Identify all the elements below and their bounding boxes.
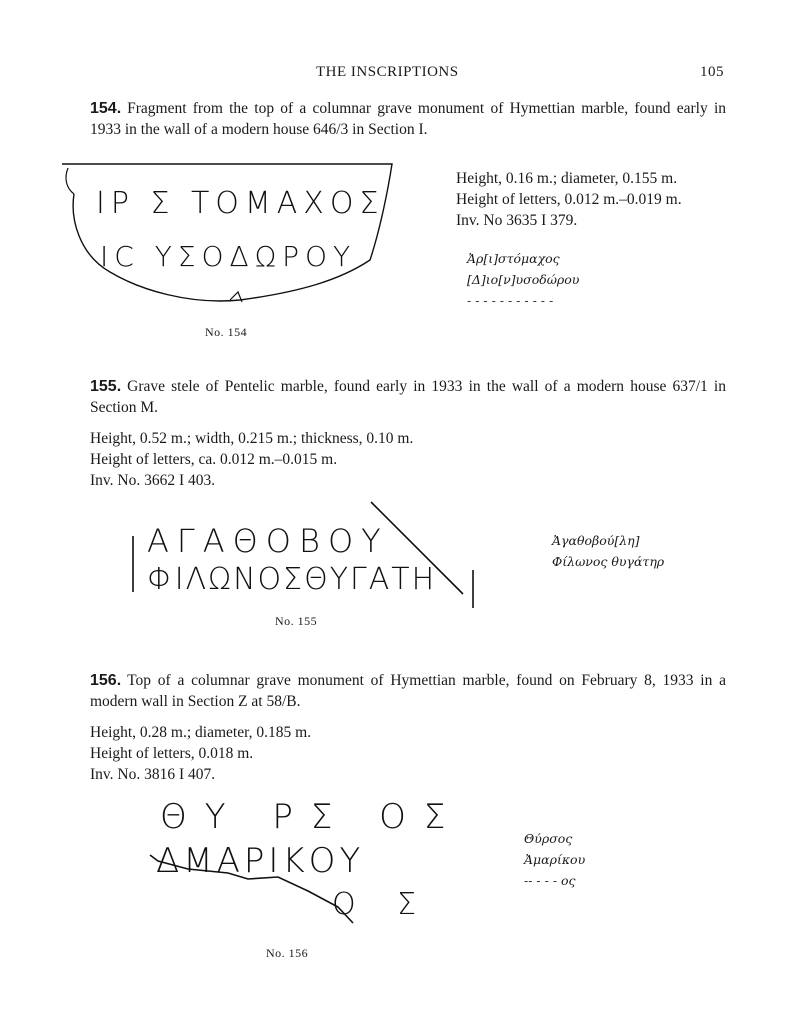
inscription-drawing-155 bbox=[125, 500, 485, 610]
inscription-line-1: ΑΓΑΘΟΒΟΥ bbox=[147, 522, 389, 560]
entry-number: 156. bbox=[90, 672, 122, 689]
entry-description-text: Grave stele of Pentelic marble, found early in 1933 in the wall of a modern house 637/1 in Section M. bbox=[90, 378, 726, 416]
measurement-line: Height of letters, ca. 0.012 m.–0.015 m. bbox=[90, 451, 338, 468]
figure-caption-156: No. 156 bbox=[266, 946, 309, 960]
inscription-line-3: Ο Σ bbox=[332, 887, 433, 922]
measurements-155 bbox=[90, 428, 413, 491]
transcription-line: [Δ]ιο[ν]υσοδώρου bbox=[467, 272, 580, 287]
entry-154-description bbox=[90, 98, 726, 140]
measurement-line: Height, 0.28 m.; diameter, 0.185 m. bbox=[90, 724, 312, 741]
transcription-line: -- - - - ος bbox=[524, 873, 576, 888]
inscription-line-1: ΙΡ Σ ΤΟΜΑΧΟΣ bbox=[96, 186, 385, 221]
measurement-line: Height of letters, 0.012 m.–0.019 m. bbox=[456, 191, 682, 208]
entry-155-description bbox=[90, 376, 726, 418]
inscription-drawing-156 bbox=[148, 795, 464, 935]
transcription-line: Ἀγαθοβού[λη] bbox=[552, 533, 640, 548]
measurement-line: Inv. No. 3816 I 407. bbox=[90, 766, 216, 783]
measurements-156 bbox=[90, 722, 311, 785]
entry-description-text: Fragment from the top of a columnar grave monument of Hymettian marble, found early in 1933 in the wall of a modern house 646/3 in Section I. bbox=[90, 100, 726, 138]
inscription-drawing-154 bbox=[60, 160, 400, 310]
measurements-154 bbox=[456, 168, 682, 231]
transcription-line: Ἀμαρίκου bbox=[524, 852, 586, 867]
transcription-line: Φίλωνος θυγάτηρ bbox=[552, 554, 665, 569]
figure-caption-154: No. 154 bbox=[205, 325, 248, 339]
fragment-outline-154 bbox=[60, 160, 400, 310]
transcription-line: Θύρσος bbox=[524, 831, 573, 846]
measurement-line: Height, 0.52 m.; width, 0.215 m.; thickness, 0.10 m. bbox=[90, 430, 414, 447]
entry-number: 154. bbox=[90, 100, 122, 117]
entry-156-description bbox=[90, 670, 726, 712]
inscription-line-2: ΔΜΑΡΙΚΟΥ bbox=[156, 841, 365, 881]
page-number: 105 bbox=[700, 64, 724, 80]
measurement-line: Height, 0.16 m.; diameter, 0.155 m. bbox=[456, 170, 678, 187]
entry-number: 155. bbox=[90, 378, 122, 395]
measurement-line: Inv. No 3635 I 379. bbox=[456, 212, 578, 229]
entry-description-text: Top of a columnar grave monument of Hymettian marble, found on February 8, 1933 in a modern wall in Section Z at 58/B. bbox=[90, 672, 726, 710]
inscription-line-2: ΙС ΥΣΟΔΩΡΟΥ bbox=[100, 240, 357, 273]
figure-caption-155: No. 155 bbox=[275, 614, 318, 628]
transcription-154 bbox=[467, 248, 579, 311]
measurement-line: Height of letters, 0.018 m. bbox=[90, 745, 254, 762]
transcription-line: - - - - - - - - - - - bbox=[467, 293, 554, 308]
running-title: THE INSCRIPTIONS bbox=[316, 64, 459, 80]
inscription-line-2: ΦΙΛΩΝΟΣΘΥΓΑΤΗ bbox=[147, 562, 437, 597]
transcription-155 bbox=[552, 530, 664, 572]
inscription-line-1: ΘΥ ΡΣ ΟΣ bbox=[160, 797, 464, 837]
transcription-156 bbox=[524, 828, 585, 891]
measurement-line: Inv. No. 3662 I 403. bbox=[90, 472, 216, 489]
transcription-line: Ἀρ[ι]στόμαχος bbox=[467, 251, 560, 266]
